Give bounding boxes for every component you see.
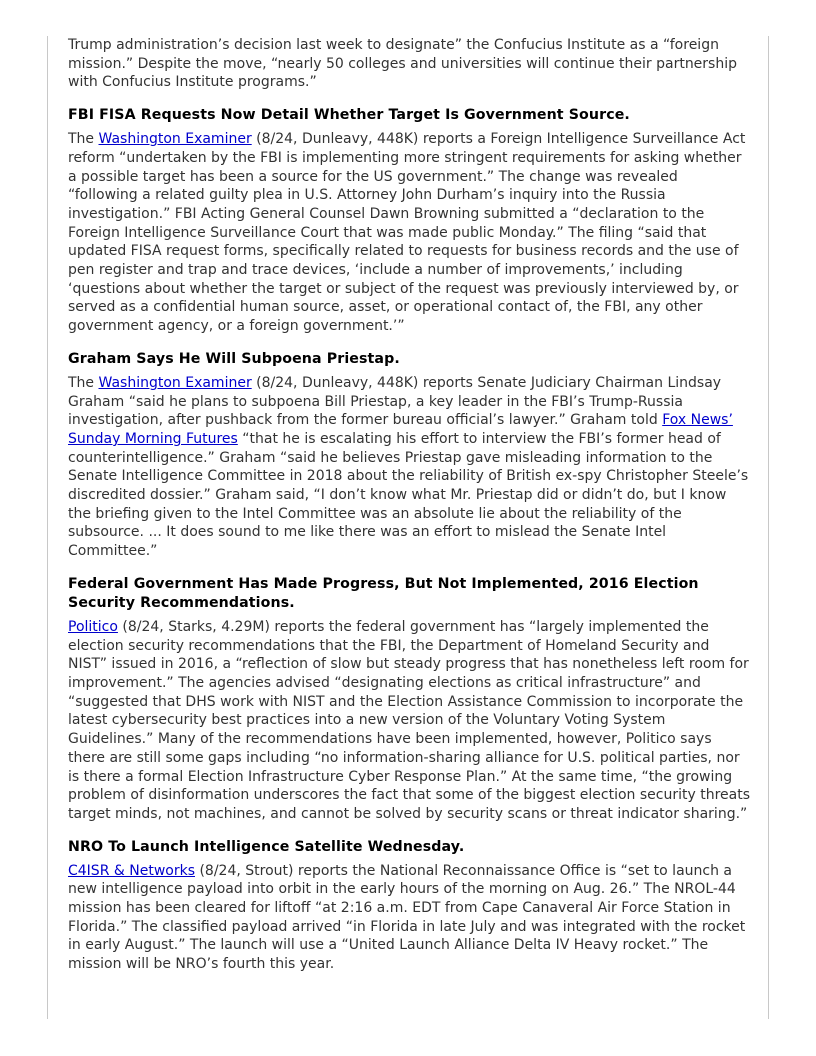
article-body: C4ISR & Networks (8/24, Strout) reports the National Reconnaissance Office is “set to launch a new intelligence payload into orbit in the early hours of the morning on Aug. 26.” The NROL-44 mission has been cleared for liftoff “at 2:16 a.m. EDT from Cape Canaveral Air Force Station in Florida.” The classified payload arrived “in Florida in late July and was integrated with the rocket in early August.” The launch will use a “United Launch Alliance Delta IV Heavy rocket.” The mission will be NRO’s fourth this year. [68,862,746,973]
source-link[interactable]: Washington Examiner [98,131,252,148]
article-fisa [68,106,750,336]
right-margin-rule [768,36,769,1019]
article-graham [68,350,750,561]
article-headline: Federal Government Has Made Progress, But Not Implemented, 2016 Election Security Recommendations. [68,575,699,611]
article-nro [68,838,750,974]
article-body: Politico (8/24, Starks, 4.29M) reports the federal government has “largely implemented the election security recommendations that the FBI, the Department of Homeland Security and NIST” issued in 2016, a “reflection of slow but steady progress that has nonetheless left room for improvement.” The agencies advised “designating elections as critical infrastructure” and “suggested that DHS work with NIST and the Election Assistance Commission to incorporate the latest cybersecurity best practices into a new version of the Voluntary Voting System Guidelines.” Many of the recommendations have been implemented, however, Politico says there are still some gaps including “no information-sharing alliance for U.S. political parties, nor is there a formal Election Infrastructure Cyber Response Plan.” At the same time, “the growing problem of disinformation underscores the fact that some of the biggest election security threats target minds, not machines, and cannot be solved by security scans or threat indicator sharing.” [68,618,751,822]
article-body: The Washington Examiner (8/24, Dunleavy, 448K) reports Senate Judiciary Chairman Lindsay Graham “said he plans to subpoena Bill Priestap, a key leader in the FBI’s Trump-Russia investigation, after pushback from the former bureau official’s lawyer.” Graham told Fox News’ Sunday Morning Futures “that he is escalating his effort to interview the FBI’s former head of counterintelligence.” Graham “said he believes Priestap gave misleading information to the Senate Intelligence Committee in 2018 about the reliability of British ex-spy Christopher Steele’s discredited dossier.” Graham said, “I don’t know what Mr. Priestap did or didn’t do, but I know the briefing given to the Intel Committee was an absolute lie about the reliability of the subsource. ... It does sound to me like there was an effort to mislead the Senate Intel Committee.” [68,374,749,560]
left-margin-rule [47,36,48,1019]
article-body: The Washington Examiner (8/24, Dunleavy, 448K) reports a Foreign Intelligence Surveillance Act reform “undertaken by the FBI is implementing more stringent requirements for asking whether a possible target has been a source for the US government.” The change was revealed “following a related guilty plea in U.S. Attorney John Durham’s inquiry into the Russia investigation.” FBI Acting General Counsel Dawn Browning submitted a “declaration to the Foreign Intelligence Surveillance Court that was made public Monday.” The filing “said that updated FISA request forms, specifically related to requests for business records and the use of pen register and trap and trace devices, ‘include a number of improvements,’ including ‘questions about whether the target or subject of the request was previously interviewed by, or served as a confidential human source, asset, or operational contact of, the FBI, any other government agency, or a foreign government.’” [68,131,746,335]
article-election-security [68,575,750,824]
source-link[interactable]: Politico [68,618,118,635]
fox-news-link[interactable]: Fox News’ Sunday Morning Futures [68,412,733,447]
source-link[interactable]: C4ISR & Networks [68,862,195,879]
source-link[interactable]: Washington Examiner [98,374,252,391]
article-headline: Graham Says He Will Subpoena Priestap. [68,350,400,367]
article-headline: NRO To Launch Intelligence Satellite Wednesday. [68,838,465,855]
lead-paragraph: Trump administration’s decision last week to designate” the Confucius Institute as a “foreign mission.” Despite the move, “nearly 50 colleges and universities will continue their partnership with Confucius Institute programs.” [68,37,737,91]
newsletter-body [68,36,750,988]
article-headline: FBI FISA Requests Now Detail Whether Target Is Government Source. [68,107,630,124]
